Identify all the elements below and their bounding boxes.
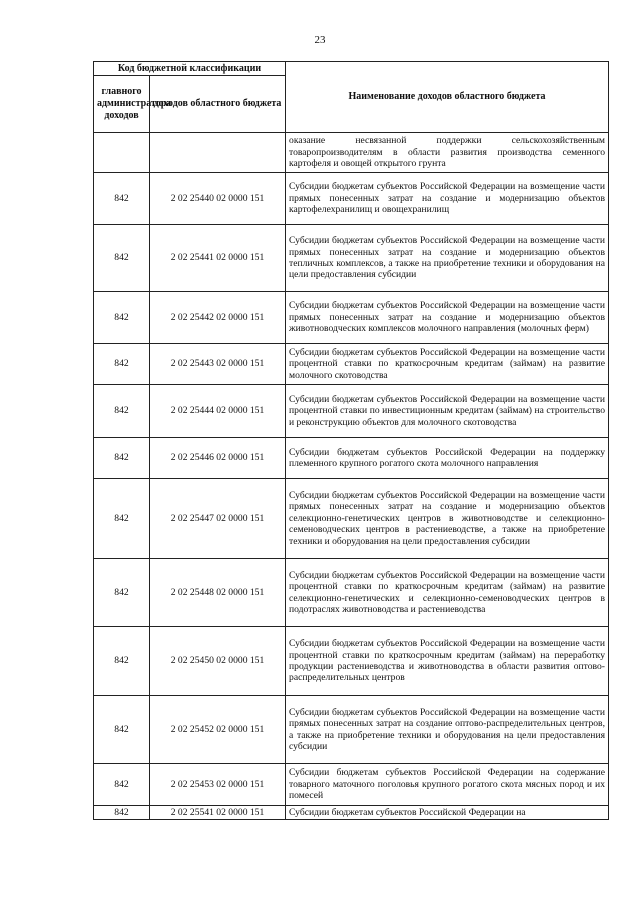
income-code-cell: 2 02 25440 02 0000 151 bbox=[150, 173, 286, 225]
administrator-code-cell: 842 bbox=[94, 344, 150, 385]
administrator-code-cell: 842 bbox=[94, 173, 150, 225]
income-name-header: Наименование доходов областного бюджета bbox=[286, 62, 609, 133]
income-code-cell: 2 02 25541 02 0000 151 bbox=[150, 806, 286, 820]
administrator-code-cell: 842 bbox=[94, 764, 150, 806]
table-row bbox=[94, 806, 609, 820]
income-name-cell: Субсидии бюджетам субъектов Российской Федерации на возмещение части процентной ставки по инвестиционным кредитам (займам) на строительство и реконструкцию объектов для молочного скотоводства bbox=[286, 385, 609, 438]
administrator-code-cell: 842 bbox=[94, 385, 150, 438]
income-code-cell: 2 02 25446 02 0000 151 bbox=[150, 438, 286, 479]
income-name-cell: Субсидии бюджетам субъектов Российской Федерации на возмещение части прямых понесенных затрат на создание и модернизацию объектов селекционно-генетических центров в животноводстве и селекционно-семеноводческих центров в растениеводстве, а также на приобретение техники и оборудования на цели предоставления субсидии bbox=[286, 479, 609, 559]
administrator-code-cell: 842 bbox=[94, 627, 150, 696]
income-code-cell: 2 02 25444 02 0000 151 bbox=[150, 385, 286, 438]
income-code-cell: 2 02 25450 02 0000 151 bbox=[150, 627, 286, 696]
page-number: 23 bbox=[314, 34, 326, 46]
income-code-cell: 2 02 25452 02 0000 151 bbox=[150, 696, 286, 764]
income-name-cell: Субсидии бюджетам субъектов Российской Федерации на поддержку племенного крупного рогатого скота молочного направления bbox=[286, 438, 609, 479]
administrator-code-cell: 842 bbox=[94, 696, 150, 764]
income-code-cell bbox=[150, 133, 286, 173]
income-name-cell: Субсидии бюджетам субъектов Российской Федерации на bbox=[286, 806, 609, 820]
table-row bbox=[94, 438, 609, 479]
table-row bbox=[94, 292, 609, 344]
administrator-code-cell: 842 bbox=[94, 806, 150, 820]
chief-administrator-header: главного администратора доходов bbox=[94, 76, 150, 133]
administrator-code-cell: 842 bbox=[94, 438, 150, 479]
income-code-cell: 2 02 25448 02 0000 151 bbox=[150, 559, 286, 627]
table-row bbox=[94, 133, 609, 173]
table-row bbox=[94, 344, 609, 385]
budget-classification-code-header: Код бюджетной классификации bbox=[94, 62, 286, 76]
table-row bbox=[94, 173, 609, 225]
income-code-cell: 2 02 25442 02 0000 151 bbox=[150, 292, 286, 344]
regional-income-code-header: доходов областного бюджета bbox=[150, 76, 286, 133]
administrator-code-cell: 842 bbox=[94, 225, 150, 292]
table-row bbox=[94, 559, 609, 627]
administrator-code-cell: 842 bbox=[94, 292, 150, 344]
table-row bbox=[94, 479, 609, 559]
income-name-cell: Субсидии бюджетам субъектов Российской Федерации на возмещение части процентной ставки по краткосрочным кредитам (займам) на развитие селекционно-генетических и селекционно-семеноводческих центров в подотраслях животноводства и растениеводства bbox=[286, 559, 609, 627]
budget-classification-table bbox=[93, 61, 609, 820]
income-name-cell: Субсидии бюджетам субъектов Российской Федерации на возмещение части прямых понесенных затрат на создание оптово-распределительных центров, а также на приобретение техники и оборудования на цели предоставления субсидии bbox=[286, 696, 609, 764]
income-code-cell: 2 02 25453 02 0000 151 bbox=[150, 764, 286, 806]
table-row bbox=[94, 696, 609, 764]
income-name-cell: Субсидии бюджетам субъектов Российской Федерации на возмещение части процентной ставки по краткосрочным кредитам (займам) на переработку продукции растениеводства и животноводства в области развития оптово-распределительных центров bbox=[286, 627, 609, 696]
income-name-cell: Субсидии бюджетам субъектов Российской Федерации на возмещение части прямых понесенных затрат на создание и модернизацию объектов тепличных комплексов, а также на приобретение техники и оборудования на цели предоставления субсидии bbox=[286, 225, 609, 292]
administrator-code-cell bbox=[94, 133, 150, 173]
income-name-cell: Субсидии бюджетам субъектов Российской Федерации на содержание товарного маточного поголовья крупного рогатого скота мясных пород и их помесей bbox=[286, 764, 609, 806]
income-code-cell: 2 02 25447 02 0000 151 bbox=[150, 479, 286, 559]
table-row bbox=[94, 385, 609, 438]
income-code-cell: 2 02 25441 02 0000 151 bbox=[150, 225, 286, 292]
administrator-code-cell: 842 bbox=[94, 479, 150, 559]
table-row bbox=[94, 627, 609, 696]
income-name-cell: Субсидии бюджетам субъектов Российской Федерации на возмещение части прямых понесенных затрат на создание и модернизацию объектов животноводческих комплексов молочного направления (молочных ферм) bbox=[286, 292, 609, 344]
administrator-code-cell: 842 bbox=[94, 559, 150, 627]
table-body bbox=[94, 133, 609, 820]
table-row bbox=[94, 225, 609, 292]
income-name-cell: Субсидии бюджетам субъектов Российской Федерации на возмещение части прямых понесенных затрат на создание и модернизацию объектов картофелехранилищ и овощехранилищ bbox=[286, 173, 609, 225]
table-row bbox=[94, 764, 609, 806]
income-name-cell: оказание несвязанной поддержки сельскохозяйственным товаропроизводителям в области развития производства семенного картофеля и овощей открытого грунта bbox=[286, 133, 609, 173]
income-code-cell: 2 02 25443 02 0000 151 bbox=[150, 344, 286, 385]
income-name-cell: Субсидии бюджетам субъектов Российской Федерации на возмещение части процентной ставки по краткосрочным кредитам (займам) на развитие молочного скотоводства bbox=[286, 344, 609, 385]
